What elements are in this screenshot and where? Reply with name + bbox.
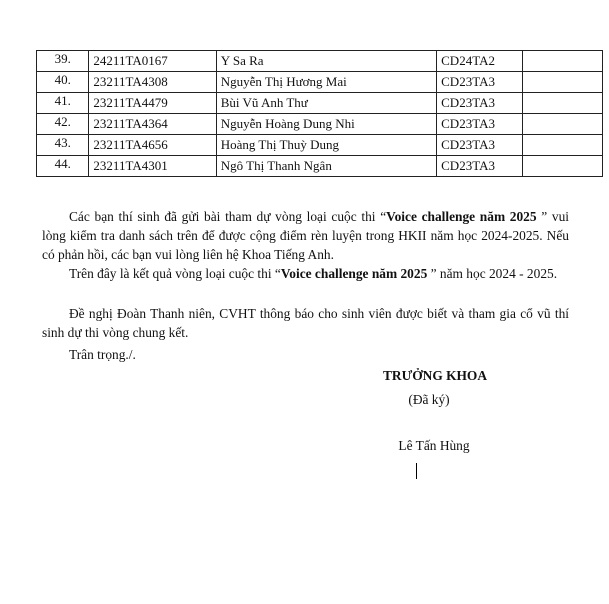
- note-cell: [522, 135, 602, 156]
- results-table: [36, 50, 603, 177]
- p2-text-b: ” năm học 2024 - 2025.: [427, 266, 558, 281]
- row-number: 41.: [37, 93, 89, 114]
- note-cell: [522, 72, 602, 93]
- note-cell: [522, 156, 602, 177]
- student-code: 23211TA4479: [89, 93, 216, 114]
- table-row: [37, 72, 603, 93]
- p2-contest-name: Voice challenge năm 2025: [280, 266, 428, 281]
- row-number: 42.: [37, 114, 89, 135]
- signature-title: TRƯỞNG KHOA: [382, 368, 488, 383]
- table-row: [37, 156, 603, 177]
- student-name: Ngô Thị Thanh Ngân: [216, 156, 436, 177]
- table-row: [37, 93, 603, 114]
- student-name: Hoàng Thị Thuỳ Dung: [216, 135, 436, 156]
- table-row: [37, 114, 603, 135]
- student-code: 23211TA4308: [89, 72, 216, 93]
- class-code: CD23TA3: [437, 114, 523, 135]
- class-code: CD23TA3: [437, 156, 523, 177]
- signature-name: Lê Tấn Hùng: [398, 438, 470, 453]
- class-code: CD23TA3: [437, 72, 523, 93]
- paragraph-instructions: [42, 207, 569, 264]
- paragraph-results: [42, 264, 569, 283]
- note-cell: [522, 51, 602, 72]
- student-code: 23211TA4301: [89, 156, 216, 177]
- student-name: Nguyễn Hoàng Dung Nhi: [216, 114, 436, 135]
- p1-text-b: ” vui lòng kiểm tra danh sách trên để được cộng điểm rèn luyện trong HKII năm học 2024-2025. Nếu có phản hồi, các bạn vui lòng liên hệ Khoa Tiếng Anh.: [42, 209, 570, 262]
- student-name: Nguyễn Thị Hương Mai: [216, 72, 436, 93]
- note-cell: [522, 114, 602, 135]
- student-code: 23211TA4364: [89, 114, 216, 135]
- table-row: [37, 51, 603, 72]
- p1-text-a: Các bạn thí sinh đã gửi bài tham dự vòng loại cuộc thi “: [69, 209, 387, 224]
- student-name: Bùi Vũ Anh Thư: [216, 93, 436, 114]
- row-number: 39.: [37, 51, 89, 72]
- p4-text: Trân trọng./.: [69, 347, 136, 362]
- p2-text-a: Trên đây là kết quả vòng loại cuộc thi “: [69, 266, 281, 281]
- p3-text: Đề nghị Đoàn Thanh niên, CVHT thông báo cho sinh viên được biết và tham gia cổ vũ thí sinh dự thi vòng chung kết.: [42, 306, 569, 340]
- class-code: CD23TA3: [437, 93, 523, 114]
- class-code: CD23TA3: [437, 135, 523, 156]
- results-table-body: [37, 51, 603, 177]
- table-row: [37, 135, 603, 156]
- note-cell: [522, 93, 602, 114]
- student-name: Y Sa Ra: [216, 51, 436, 72]
- row-number: 40.: [37, 72, 89, 93]
- paragraph-closing: [42, 345, 569, 364]
- row-number: 43.: [37, 135, 89, 156]
- student-code: 23211TA4656: [89, 135, 216, 156]
- class-code: CD24TA2: [437, 51, 523, 72]
- signature-note: (Đã ký): [408, 392, 450, 407]
- p1-contest-name: Voice challenge năm 2025: [386, 209, 537, 224]
- student-code: 24211TA0167: [89, 51, 216, 72]
- paragraph-request: [42, 304, 569, 342]
- text-cursor: [416, 463, 417, 479]
- row-number: 44.: [37, 156, 89, 177]
